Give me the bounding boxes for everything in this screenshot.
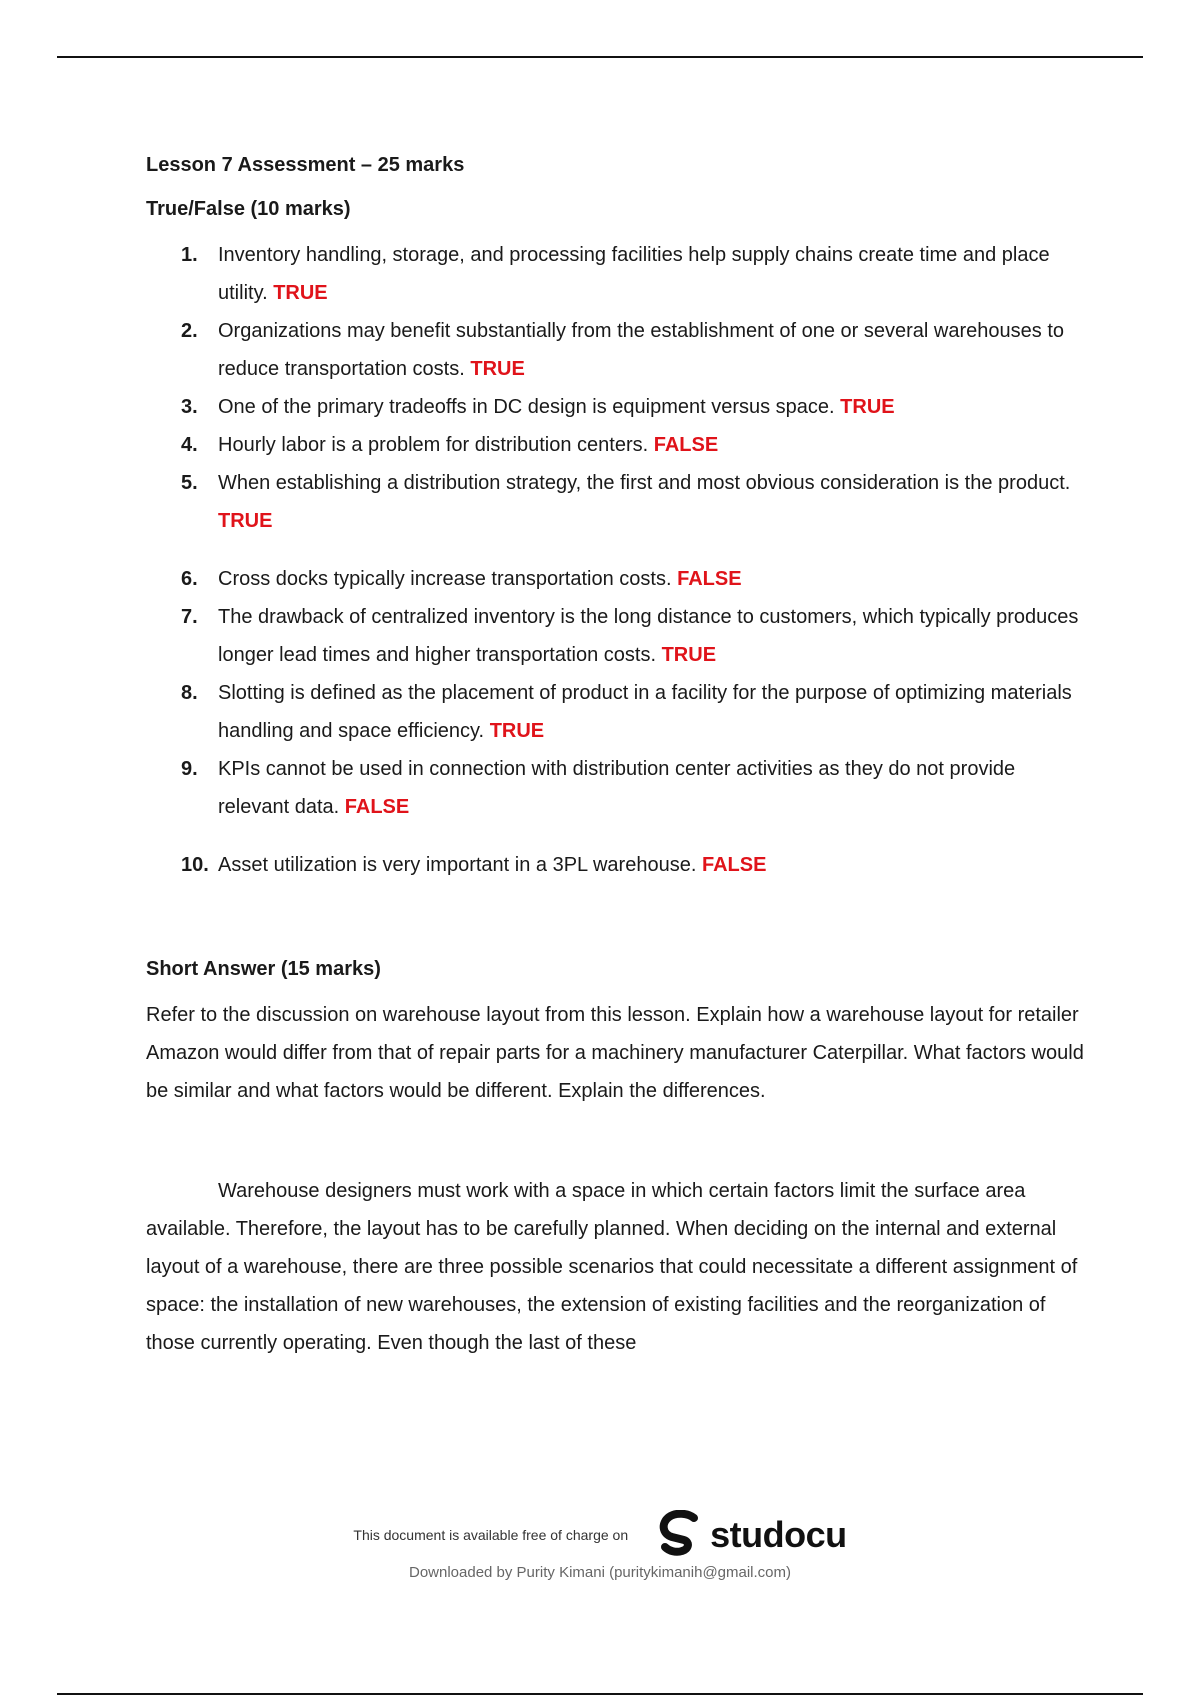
answer-label: TRUE (489, 720, 545, 742)
question-text: Hourly labor is a problem for distribution centers. (218, 434, 649, 456)
list-item: 5. When establishing a distribution strategy, the first and most obvious consideration is the product. TRUE (181, 472, 1071, 532)
list-item: 8. Slotting is defined as the placement of product in a facility for the purpose of optimizing materials handling and space efficiency. TRUE (181, 682, 1072, 742)
list-item: 1. Inventory handling, storage, and processing facilities help supply chains create time and place utility. TRUE (181, 244, 1050, 304)
availability-note: This document is available free of charge on (353, 1527, 629, 1543)
studocu-logo-icon (654, 1510, 704, 1560)
answer-label: FALSE (677, 568, 742, 590)
question-text: KPIs cannot be used in connection with distribution center activities as they do not provide relevant data. (218, 758, 1016, 818)
short-answer-heading: Short Answer (15 marks) (146, 958, 381, 980)
answer-label: TRUE (218, 510, 273, 532)
list-item: 6. Cross docks typically increase transportation costs. FALSE (181, 568, 742, 590)
short-answer-response: Warehouse designers must work with a space in which certain factors limit the surface area available. Therefore, the layout has to be carefully planned. When deciding on the internal and external layout of a warehouse, there are three possible scenarios that could necessitate a different assignment of space: the installation of new warehouses, the extension of existing facilities and the reorganization of those currently operating. Even though the last of these (146, 1180, 1078, 1354)
list-item: 2. Organizations may benefit substantially from the establishment of one or several warehouses to reduce transportation costs. TRUE (181, 320, 1064, 380)
question-text: Inventory handling, storage, and processing facilities help supply chains create time and place utility. (218, 244, 1050, 304)
answer-label: FALSE (701, 854, 767, 876)
answer-label: TRUE (661, 644, 717, 666)
studocu-logo[interactable] (654, 1510, 847, 1560)
true-false-list (146, 236, 1086, 884)
short-answer-prompt: Refer to the discussion on warehouse layout from this lesson. Explain how a warehouse layout for retailer Amazon would differ from that of repair parts for a machinery manufacturer Caterpillar. What factors would be similar and what factors would be different. Explain the differences. (146, 1004, 1084, 1102)
question-text: Cross docks typically increase transportation costs. (218, 568, 672, 590)
answer-label: TRUE (273, 282, 328, 304)
question-text: Slotting is defined as the placement of product in a facility for the purpose of optimizing materials handling and space efficiency. (218, 682, 1072, 742)
true-false-heading: True/False (10 marks) (146, 198, 351, 220)
answer-label: FALSE (653, 434, 719, 456)
footer-availability (353, 1510, 846, 1560)
list-item: 3. One of the primary tradeoffs in DC design is equipment versus space. TRUE (181, 396, 895, 418)
list-item: 7. The drawback of centralized inventory is the long distance to customers, which typically produces longer lead times and higher transportation costs. TRUE (181, 606, 1079, 666)
answer-label: TRUE (470, 358, 525, 380)
footer (0, 1510, 1200, 1581)
answer-label: FALSE (344, 796, 410, 818)
question-text: The drawback of centralized inventory is the long distance to customers, which typically produces longer lead times and higher transportation costs. (218, 606, 1079, 666)
question-text: Organizations may benefit substantially from the establishment of one or several warehouses to reduce transportation costs. (218, 320, 1064, 380)
question-text: One of the primary tradeoffs in DC design is equipment versus space. (218, 396, 835, 418)
top-rule (57, 56, 1143, 58)
list-item: 4. Hourly labor is a problem for distribution centers. FALSE (181, 434, 719, 456)
document-page (146, 150, 1086, 1362)
question-text: When establishing a distribution strategy, the first and most obvious consideration is the product. (218, 472, 1071, 494)
download-note: Downloaded by Purity Kimani (puritykimanih@gmail.com) (408, 1564, 792, 1581)
list-item: 9. KPIs cannot be used in connection with distribution center activities as they do not provide relevant data. FALSE (181, 758, 1016, 818)
bottom-rule (57, 1693, 1143, 1695)
document-title: Lesson 7 Assessment – 25 marks (146, 154, 465, 176)
question-text: Asset utilization is very important in a 3PL warehouse. (218, 854, 697, 876)
studocu-wordmark: studocu (710, 1514, 847, 1555)
answer-label: TRUE (840, 396, 895, 418)
list-item: 10. Asset utilization is very important in a 3PL warehouse. FALSE (181, 854, 767, 876)
